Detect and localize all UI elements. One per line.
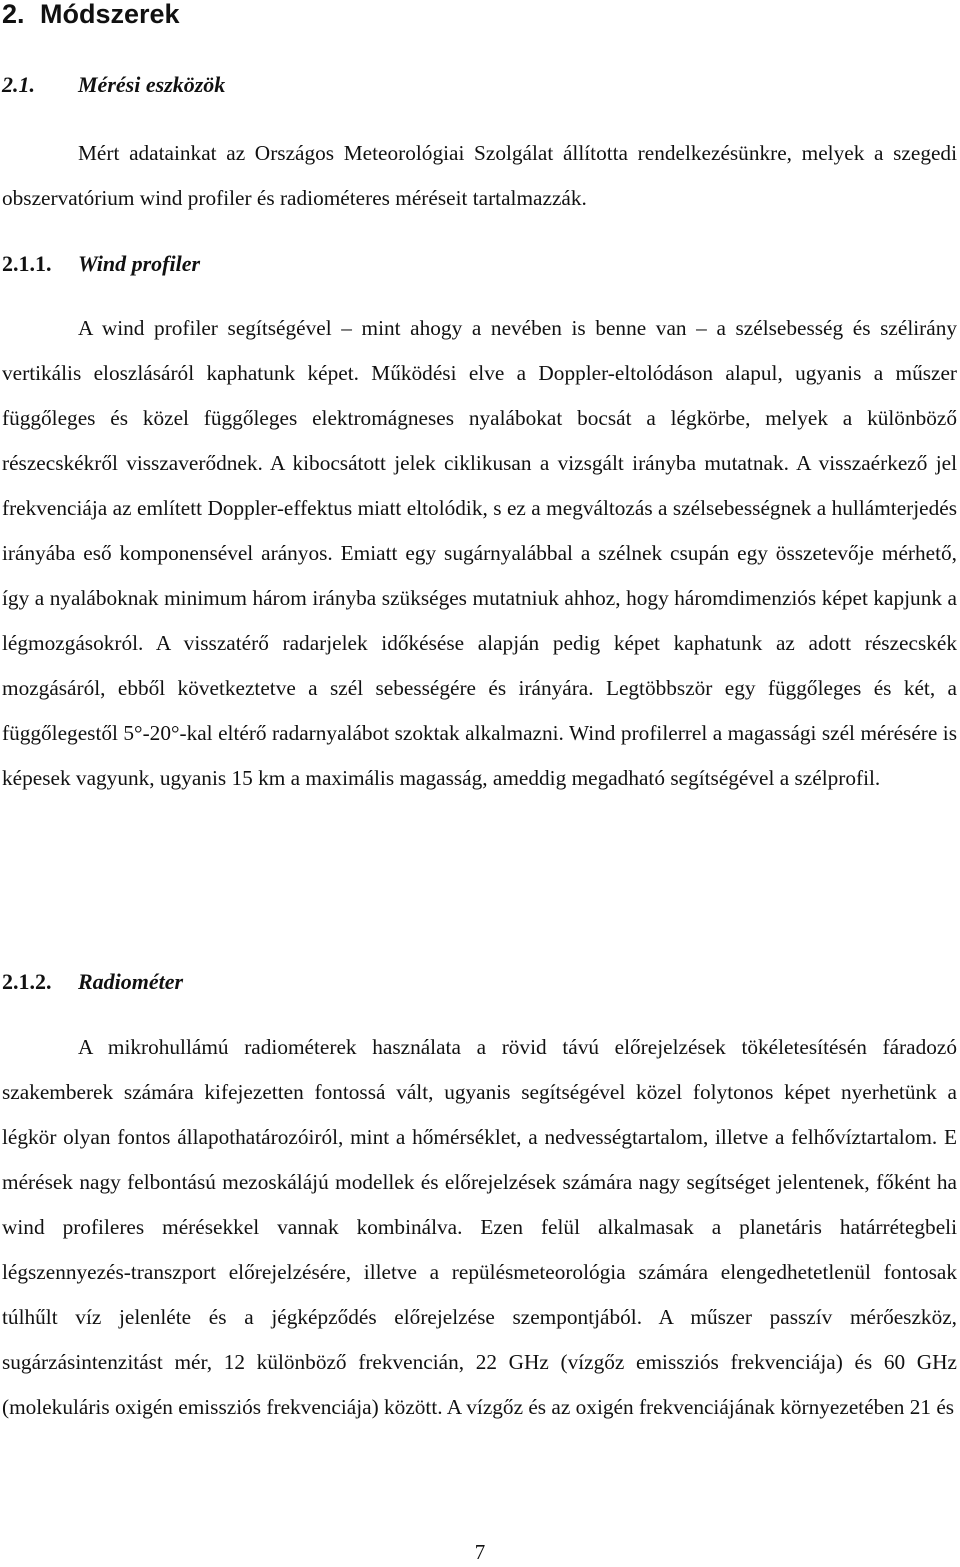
subsection-number: 2.1.2. — [2, 969, 52, 994]
section-title: Mérési eszközök — [78, 72, 226, 97]
wind-profiler-paragraph: A wind profiler segítségével – mint ahogy a nevében is benne van – a szélsebesség és szélirány vertikális eloszlásáról kaphatunk képet. Működési elve a Doppler-eltolódáson alapul, ugyanis a műszer függőleges és közel függőleges elektromágneses nyalábokat bocsát a légkörbe, melyek a különböző részecskékről visszaverődnek. A kibocsátott jelek ciklikusan a vizsgált irányba mutatnak. A visszaérkező jel frekvenciája az említett Doppler-effektus miatt eltolódik, s ez a megváltozás a szélsebességnek a hullámterjedés irányába eső komponensével arányos. Emiatt egy sugárnyalábbal a szélnek csupán egy összetevője mérhető, így a nyaláboknak minimum három irányba szükséges mutatniuk ahhoz, hogy háromdimenziós képet kapjunk a légmozgásokról. A visszatérő radarjelek időkésése alapján pedig képet kaphatunk az adott részecskék mozgásáról, ebből következtetve a szél sebességére és irányára. Legtöbbször egy függőleges és két, a függőlegestől 5°-20°-kal eltérő radarnyalábot szoktak alkalmazni. Wind profilerrel a magassági szél mérésére is képesek vagyunk, ugyanis 15 km a maximális magasság, ameddig megadható segítségével a szélprofil. — [2, 316, 957, 790]
section-number: 2.1. — [2, 72, 35, 97]
radiometer-paragraph: A mikrohullámú radiométerek használata a rövid távú előrejelzések tökéletesítésén fáradozó szakemberek számára kifejezetten fontossá vált, ugyanis segítségével közel folytonos képet nyerhetünk a légkör olyan fontos állapothatározóiról, mint a hőmérséklet, a nedvességtartalom, illetve a felhővíztartalom. E mérések nagy felbontású mezoskálájú modellek és előrejelzések számára nagy segítséget jelentenek, főként ha wind profileres mérésekkel vannak kombinálva. Ezen felül alkalmasak a planetáris határrétegbeli légszennyezés-transzport előrejelzésére, illetve a repülésmeteorológia számára elengedhetetlenül fontosak túlhűlt víz jelenléte és a jégképződés előrejelzése szempontjából. A műszer passzív mérőeszköz, sugárzásintenzitást mér, 12 különböző frekvencián, 22 GHz (vízgőz emissziós frekvenciája) és 60 GHz (molekuláris oxigén emissziós frekvenciája) között. A vízgőz és az oxigén frekvenciájának környezetében 21 és — [2, 1035, 957, 1419]
section-heading — [2, 68, 225, 102]
subsection-heading-wind-profiler — [2, 247, 200, 281]
intro-paragraph: Mért adatainkat az Országos Meteorológiai Szolgálat állította rendelkezésünkre, melyek a szegedi obszervatórium wind profiler és radiométeres méréseit tartalmazzák. — [2, 141, 957, 210]
chapter-number: 2. — [2, 0, 25, 29]
subsection-number: 2.1.1. — [2, 251, 52, 276]
chapter-title: Módszerek — [40, 0, 180, 29]
subsection-title: Radiométer — [78, 969, 184, 994]
page-number: 7 — [474, 1540, 486, 1564]
subsection-title: Wind profiler — [78, 251, 201, 276]
subsection-heading-radiometer — [2, 965, 183, 999]
chapter-heading — [2, 0, 180, 34]
